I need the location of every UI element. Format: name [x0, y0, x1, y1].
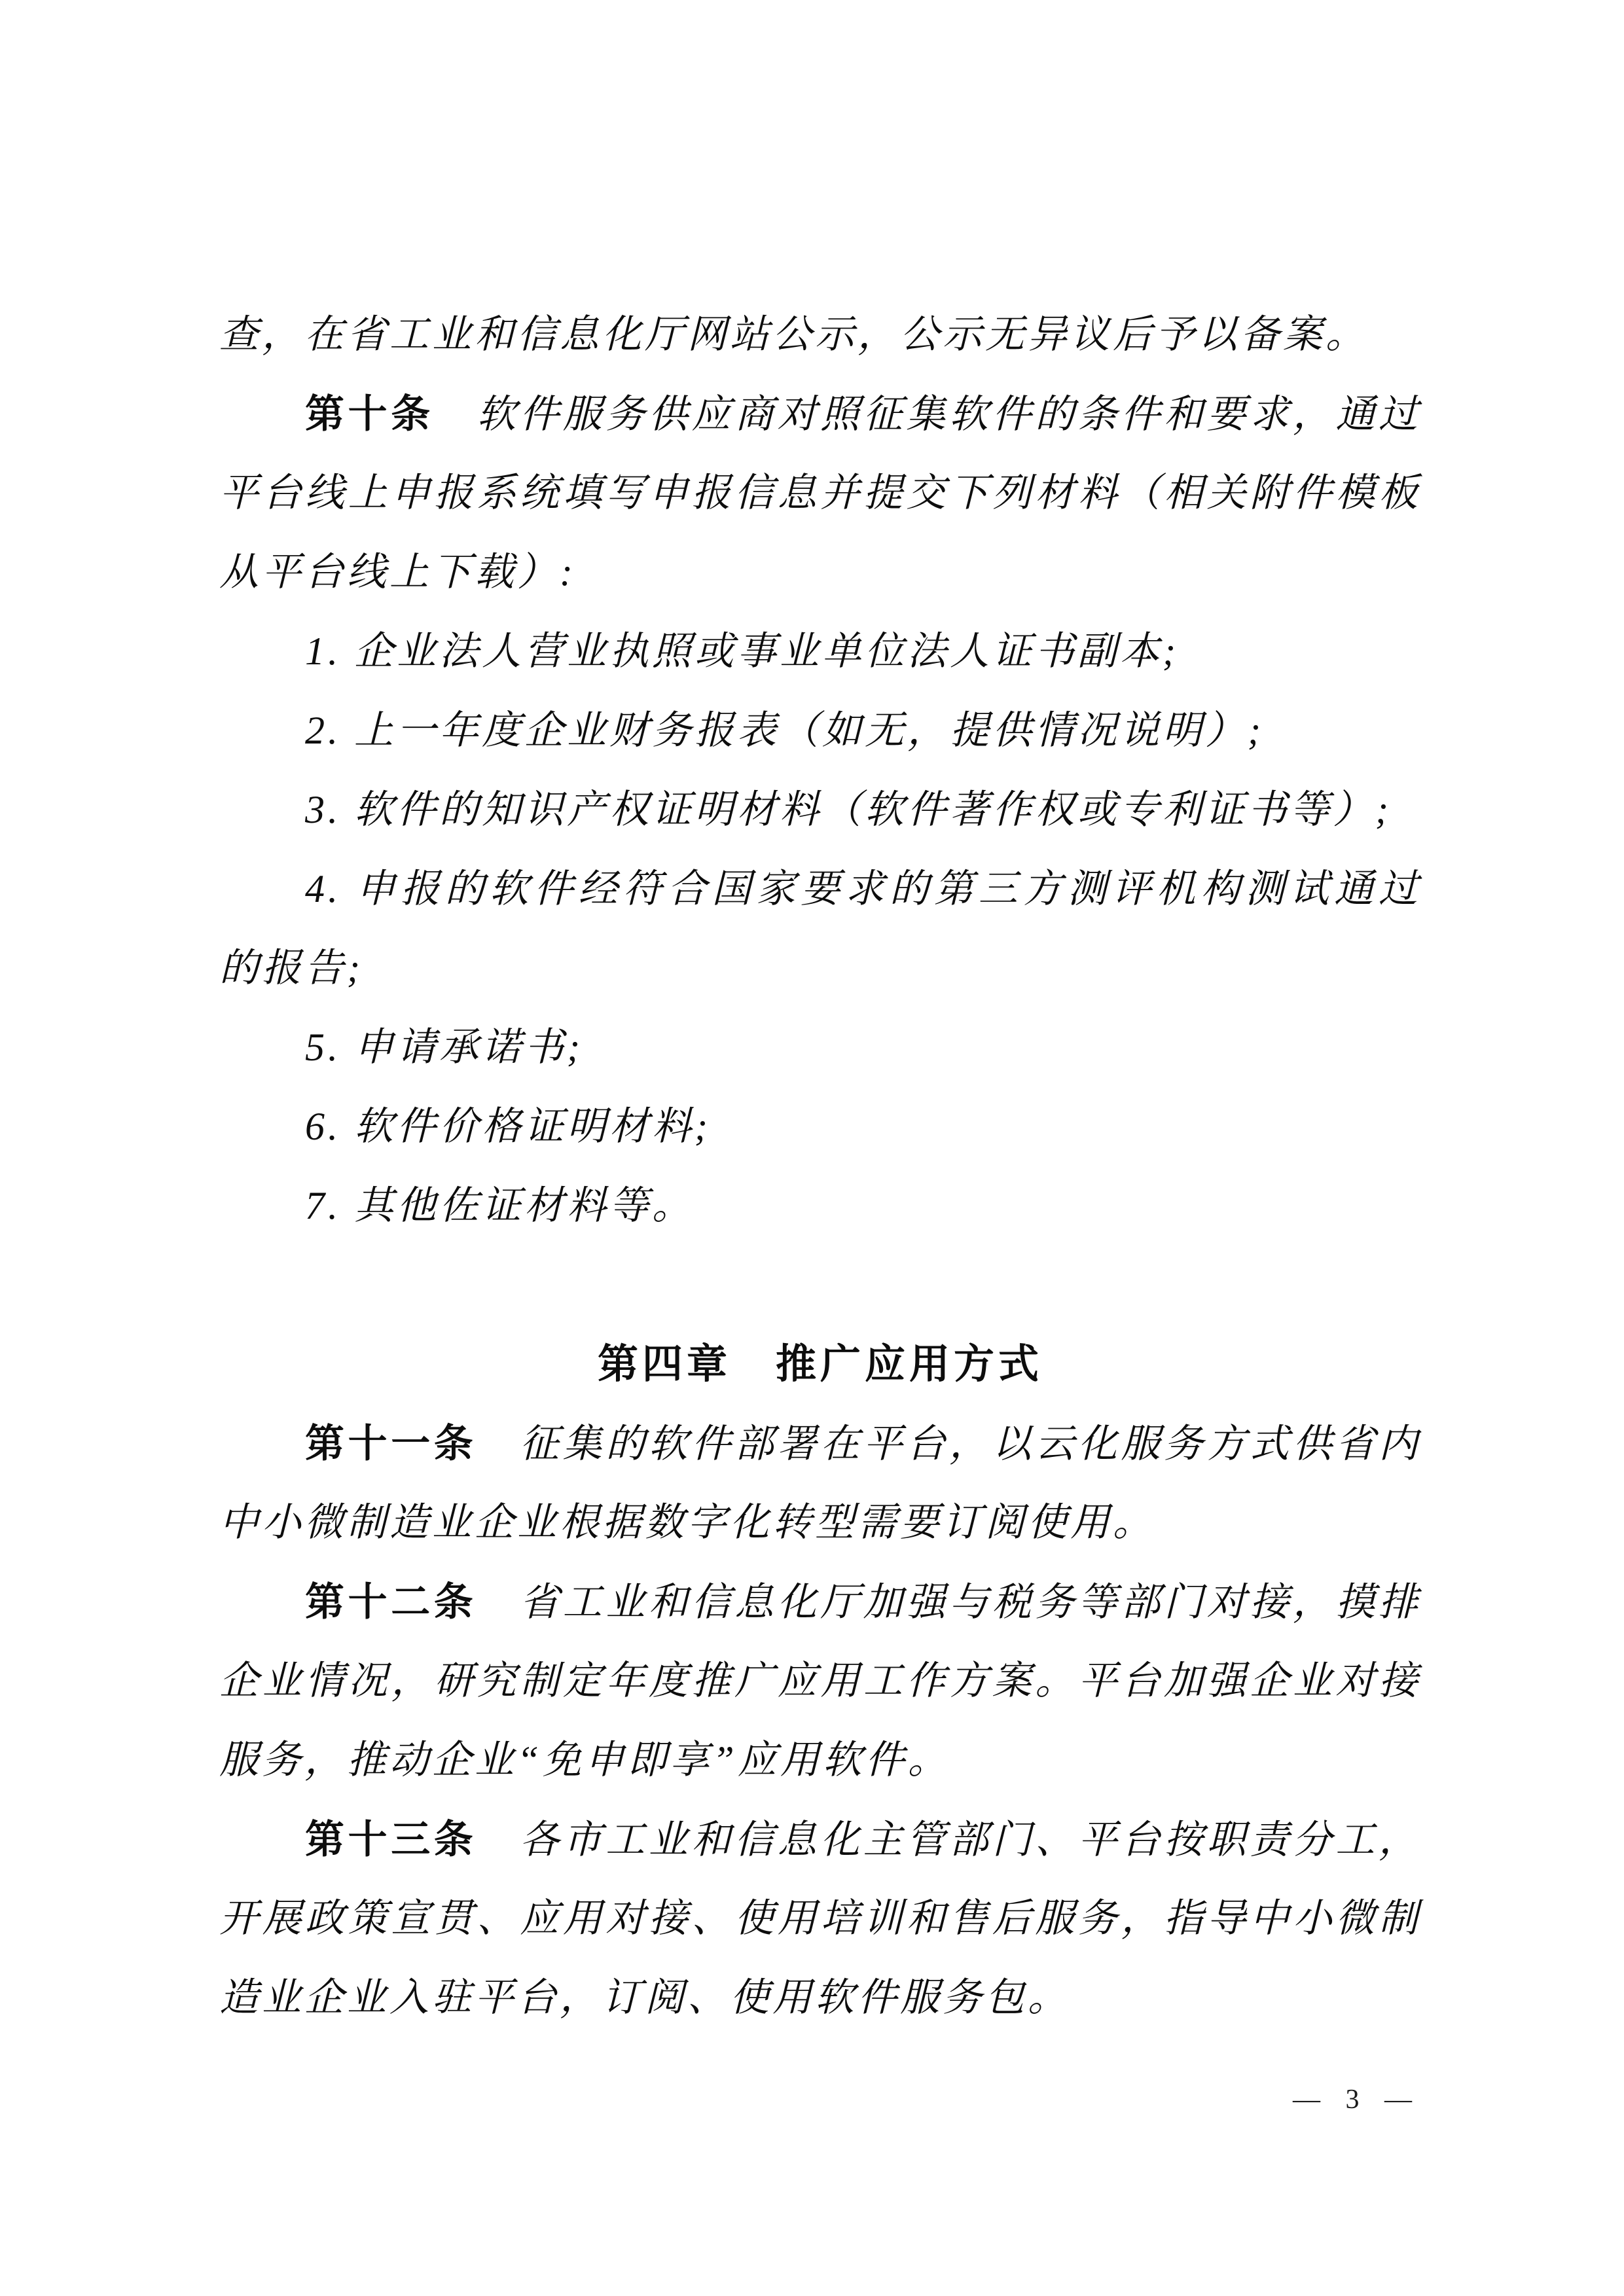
document-body [219, 295, 1421, 2037]
text-line [219, 1087, 1421, 1166]
text-line [219, 1404, 1421, 1483]
body-text: 征集的软件部署在平台，以云化服务方式供省内 [477, 1422, 1422, 1465]
body-text: 软件服务供应商对照征集软件的条件和要求，通过 [433, 393, 1422, 436]
body-text: 开展政策宣贯、应用对接、使用培训和售后服务，指导中小微制 [219, 1897, 1421, 1940]
article-number-label: 第十二条 [305, 1580, 477, 1624]
text-line [219, 1166, 1421, 1246]
body-text: 1. 企业法人营业执照或事业单位法人证书副本; [305, 630, 1179, 673]
text-line [219, 1483, 1421, 1562]
text-line [219, 454, 1421, 533]
chapter-heading: 第四章 推广应用方式 [597, 1342, 1043, 1387]
text-line [219, 295, 1421, 374]
body-text: 企业情况，研究制定年度推广应用工作方案。平台加强企业对接 [219, 1659, 1421, 1702]
body-text: 服务，推动企业“免申即享”应用软件。 [219, 1738, 950, 1782]
body-text: 3. 软件的知识产权证明材料（软件著作权或专利证书等）; [305, 788, 1392, 831]
text-line [219, 850, 1421, 929]
article-number-label: 第十三条 [305, 1818, 477, 1861]
text-line [219, 770, 1421, 850]
text-line [219, 1008, 1421, 1087]
body-text: 省工业和信息化厅加强与税务等部门对接，摸排 [477, 1581, 1422, 1624]
body-text: 2. 上一年度企业财务报表（如无，提供情况说明）; [305, 709, 1264, 752]
body-text: 查，在省工业和信息化厅网站公示，公示无异议后予以备案。 [219, 313, 1368, 356]
body-text: 5. 申请承诺书; [305, 1026, 583, 1069]
page-number: — 3 — [1293, 2085, 1421, 2115]
text-line [219, 1958, 1421, 2037]
text-line [219, 374, 1421, 454]
text-line [219, 1562, 1421, 1641]
body-text: 7. 其他佐证材料等。 [305, 1184, 695, 1227]
body-text: 平台线上申报系统填写申报信息并提交下列材料（相关附件模板 [219, 471, 1421, 514]
text-line [219, 533, 1421, 612]
body-text: 造业企业入驻平台，订阅、使用软件服务包。 [219, 1976, 1070, 2019]
text-line [219, 1721, 1421, 1800]
text-line [219, 612, 1421, 691]
text-line [219, 691, 1421, 770]
text-line [219, 1879, 1421, 1958]
body-text: 6. 软件价格证明材料; [305, 1105, 711, 1148]
line-spacer [219, 1246, 1421, 1325]
article-number-label: 第十条 [305, 392, 434, 436]
body-text: 中小微制造业企业根据数字化转型需要订阅使用。 [219, 1501, 1155, 1544]
text-line [219, 1800, 1421, 1879]
body-text: 各市工业和信息化主管部门、平台按职责分工， [477, 1818, 1422, 1861]
article-number-label: 第十一条 [305, 1422, 477, 1465]
text-line [219, 1641, 1421, 1721]
body-text: 从平台线上下载）: [219, 550, 576, 594]
text-line [219, 929, 1421, 1008]
body-text: 4. 申报的软件经符合国家要求的第三方测评机构测试通过 [305, 867, 1421, 910]
body-text: 的报告; [219, 946, 363, 990]
